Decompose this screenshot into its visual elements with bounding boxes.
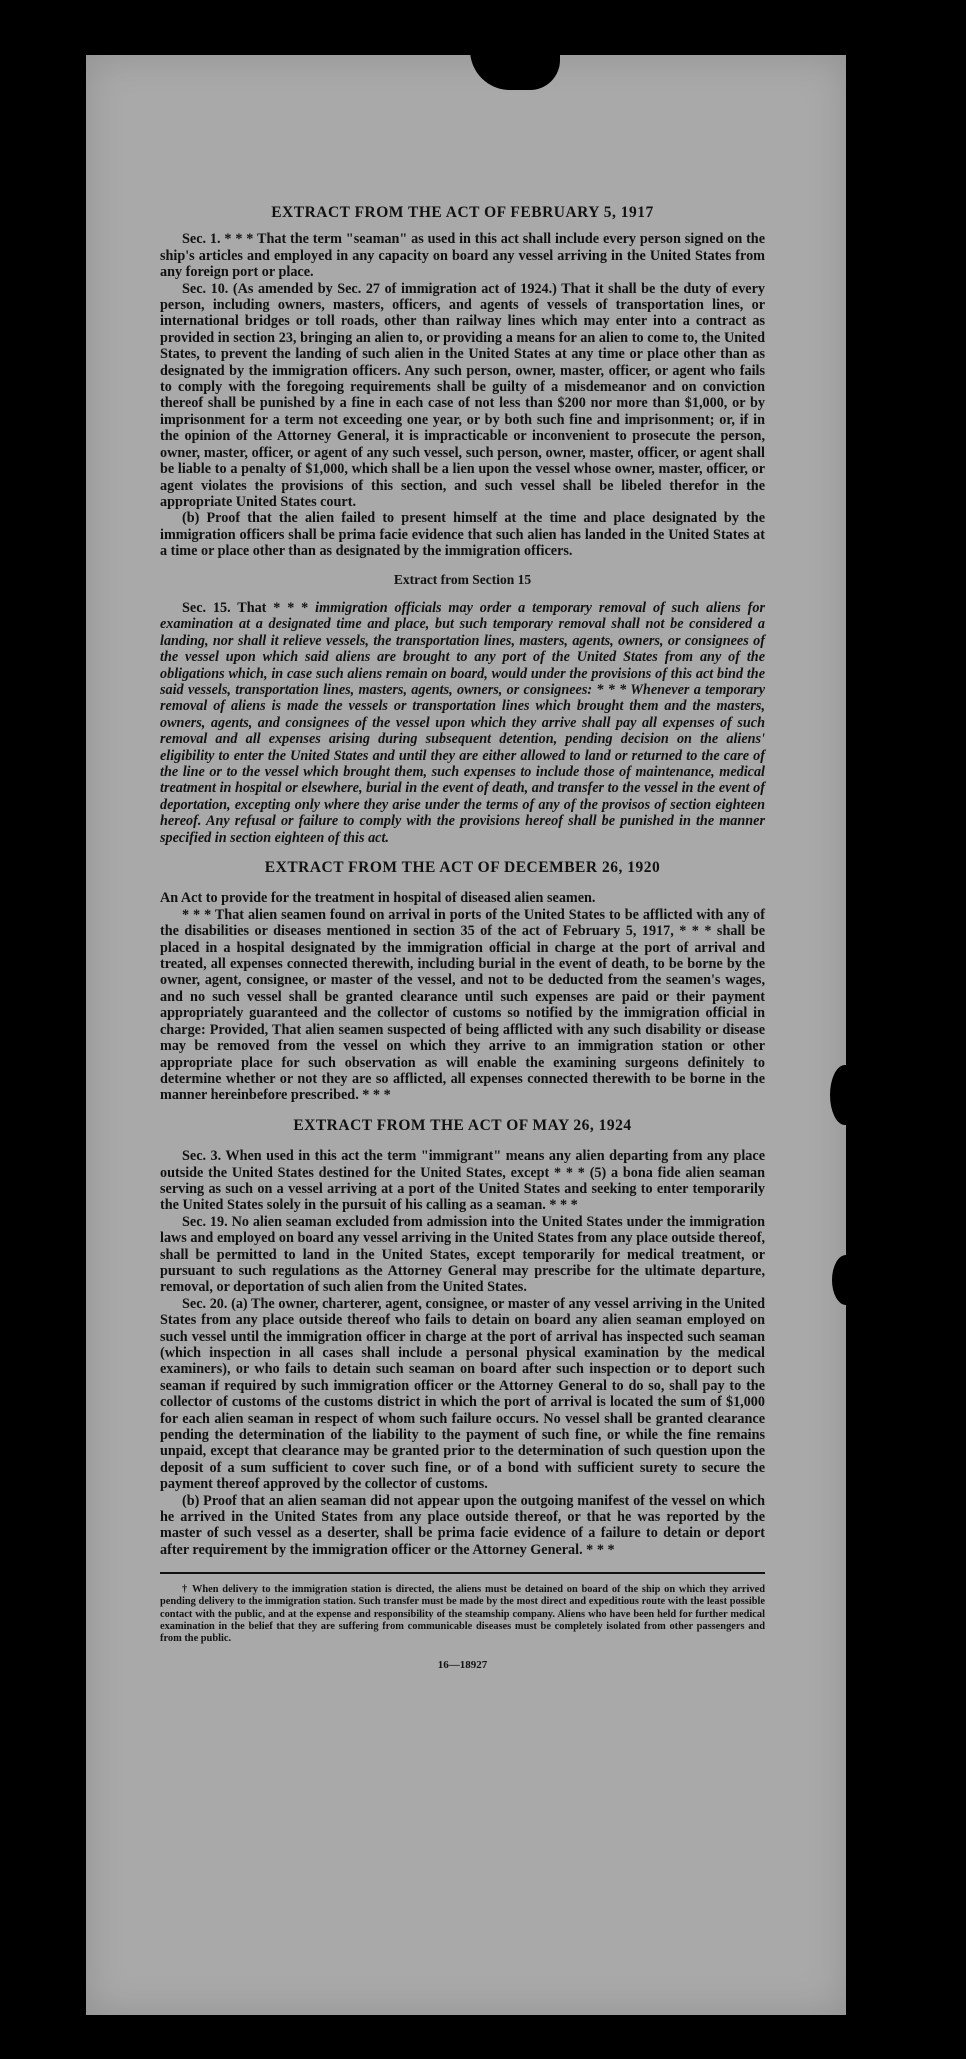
paragraph-sec-3: Sec. 3. When used in this act the term "immigrant" means any alien departing from any place outside the United States destined for the United States, except * * * (5) a bona fide alien seaman serving as such on a vessel arriving at a port of the United States and seeking to enter temporarily the United States solely in the pursuit of his calling as a seaman. * * * (160, 1148, 765, 1214)
sec-15-lead: Sec. 15. That * * * (182, 599, 309, 616)
paragraph-sec-20-a: Sec. 20. (a) The owner, charterer, agent, consignee, or master of any vessel arriving in the United States from any place outside thereof who fails to detain on board any alien seaman employed on such vessel until the immigration officer in charge at the port of arrival has inspected such seaman (which inspection in all cases shall include a personal physical examination by the medical examiners), or who fails to detain such seaman on board after such inspection or to deport such seaman if required by such immigration officer or the Attorney General to do so, shall pay to the collector of customs of the customs district in which the port of arrival is located the sum of $1,000 for each alien seaman in respect of whom such failure occurs. No vessel shall be granted clearance pending the determination of the liability to the payment of such fine, or while the fine remains unpaid, except that clearance may be granted prior to the determination of such question upon the deposit of a sum sufficient to cover such fine, or of a bond with sufficient surety to secure the payment thereof approved by the collector of customs. (160, 1295, 765, 1493)
paragraph-sec-1: Sec. 1. * * * That the term "seaman" as used in this act shall include every person signed on the ship's articles and employed in any capacity on board any vessel arriving in the United States from any foreign port or place. (160, 231, 765, 281)
heading-act-1917: EXTRACT FROM THE ACT OF FEBRUARY 5, 1917 (271, 204, 654, 221)
footnote-divider (160, 1572, 765, 1574)
heading-act-1924: EXTRACT FROM THE ACT OF MAY 26, 1924 (293, 1116, 632, 1134)
paragraph-act-title: An Act to provide for the treatment in hospital of diseased alien seamen. (160, 890, 596, 907)
footnote: † When delivery to the immigration station is directed, the aliens must be detained on board of the ship on which they arrived pending delivery to the immigration station. Such transfer must be made by the most direct and expeditious route with the least possible contact with the public, and at the expense and responsibility of the steamship company. Aliens who have been held for further medical examination in the belief that they are suffering from communicable diseases must be completely isolated from other passengers and from the public. (160, 1584, 765, 1645)
paragraph-sec-10: Sec. 10. (As amended by Sec. 27 of immigration act of 1924.) That it shall be the duty of every person, including owners, masters, officers, and agents of vessels of transportation lines, or international bridges or toll roads, other than railway lines which may enter into a contract as provided in section 23, bringing an alien to, or providing a means for an alien to come to, the United States, to prevent the landing of such alien in the United States at any time or place other than as designated by the immigration officers. Any such person, owner, master, officer, or agent who fails to comply with the foregoing requirements shall be guilty of a misdemeanor and on conviction thereof shall be punished by a fine in each case of not less than $200 nor more than $1,000, or by imprisonment for a term not exceeding one year, or by both such fine and imprisonment; or, if in the opinion of the Attorney General, it is impracticable or inconvenient to prosecute the person, owner, master, officer, or agent of any such vessel, such person, owner, master, officer, or agent shall be liable to a penalty of $1,000, which shall be a lien upon the vessel whose owner, master, officer, or agent violates the provisions of this section, and such vessel shall be libeled therefor in the appropriate United States court. (160, 280, 765, 510)
paragraph-sec-15 (160, 600, 765, 846)
torn-notch (830, 1065, 860, 1125)
form-number: 16—18927 (437, 1659, 488, 1672)
paragraph-sec-10-b: (b) Proof that the alien failed to present himself at the time and place designated by the immigration officers shall be prima facie evidence that such alien has landed in the United States at a time or place other than as designated by the immigration officers. (160, 510, 765, 560)
paragraph-act-1920-body: * * * That alien seamen found on arrival in ports of the United States to be afflicted with any of the disabilities or diseases mentioned in section 35 of the act of February 5, 1917, * * * shall be placed in a hospital designated by the immigration official in charge at the port of arrival and treated, all expenses connected therewith, including burial in the event of death, to be borne by the owner, agent, consignee, or master of the vessel, and not to be deducted from the seamen's wages, and no such vessel shall be granted clearance until such expenses are paid or their payment appropriately guaranteed and the collector of customs so notified by the immigration official in charge: Provided, That alien seamen suspected of being afflicted with any such disability or disease may be removed from the vessel on which they arrive to an immigration station or other appropriate place for such observation as will enable the examining surgeons definitely to determine whether or not they are so afflicted, all expenses connected therewith to be borne in the manner hereinbefore prescribed. * * * (160, 906, 765, 1104)
paragraph-sec-19: Sec. 19. No alien seaman excluded from admission into the United States under the immigration laws and employed on board any vessel arriving in the United States from any place outside thereof, shall be permitted to land in the United States, except temporarily for medical treatment, or pursuant to such regulations as the Attorney General may prescribe for the ultimate departure, removal, or deportation of such alien from the United States. (160, 1213, 765, 1296)
heading-act-1920: EXTRACT FROM THE ACT OF DECEMBER 26, 1920 (264, 859, 661, 877)
sec-15-italic-text: immigration officials may order a temporary removal of such aliens for examination at a designated time and place, but such temporary removal shall not be considered a landing, nor shall it relieve vessels, the transportation lines, masters, agents, owners, or consignees of the vessel upon which said aliens are brought to any port of the United States from any of the obligations which, in case such aliens remain on board, would under the provisions of this act bind the said vessels, transportation lines, masters, agents, owners, or consignees: * * * Whenever a temporary removal of aliens is made the vessels or transportation lines which brought them and the masters, owners, agents, and consignees of the vessel upon which they arrive shall pay all expenses of such removal and all expenses arising during subsequent detention, pending decision on the aliens' eligibility to enter the United States and until they are either allowed to land or returned to the care of the line or to the vessel which brought them, such expenses to include those of maintenance, medical treatment in hospital or elsewhere, burial in the event of death, and transfer to the vessel in the event of deportation, excepting only where they arise under the terms of any of the provisos of section eighteen hereof. Any refusal or failure to comply with the provisions hereof shall be punished in the manner specified in section eighteen of this act. (160, 599, 765, 846)
heading-section-15: Extract from Section 15 (393, 571, 532, 587)
torn-notch (832, 1255, 860, 1305)
paragraph-sec-20-b: (b) Proof that an alien seaman did not appear upon the outgoing manifest of the vessel on which he arrived in the United States from any place outside thereof, or that he was reported by the master of such vessel as a deserter, shall be prima facie evidence of a failure to detain or deport after requirement by the immigration officer or the Attorney General. * * * (160, 1492, 765, 1558)
document-body (160, 205, 765, 1674)
